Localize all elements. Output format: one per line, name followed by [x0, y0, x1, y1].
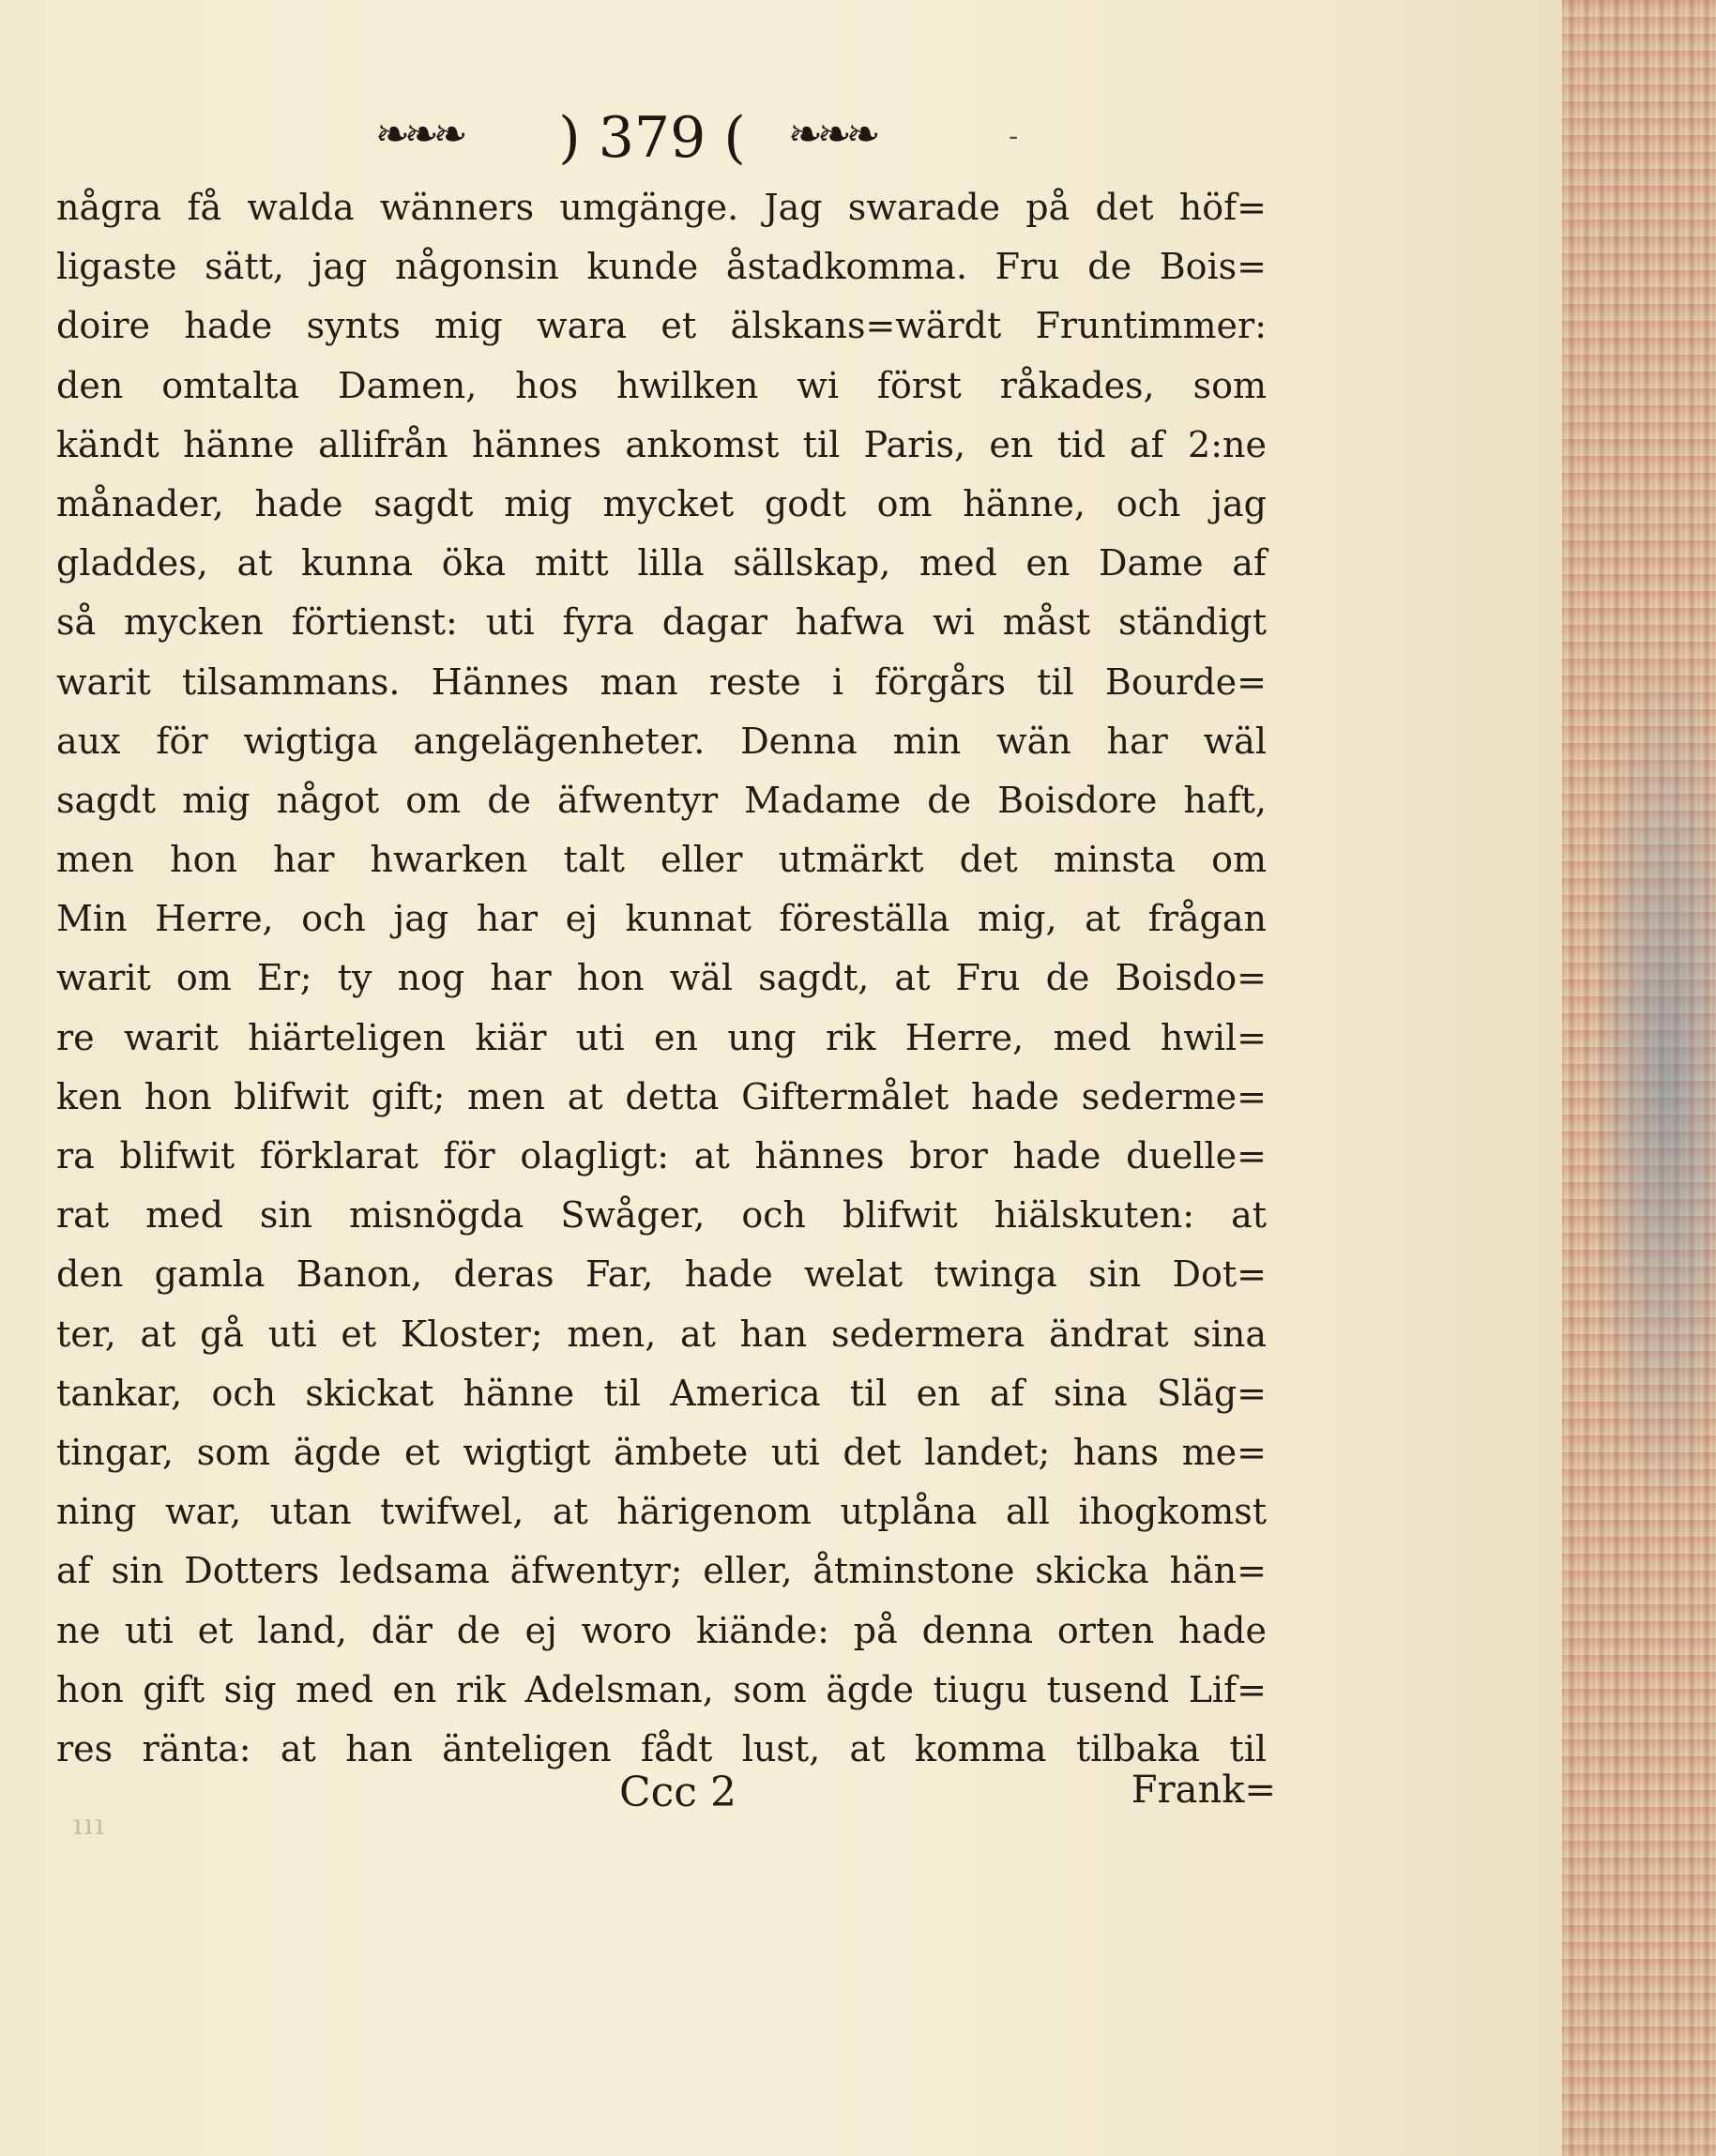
text-line: ra blifwit förklarat för olagligt: at hännes bror hade duelle= [56, 1135, 1267, 1177]
text-line: några få walda wänners umgänge. Jag swarade på det höf= [56, 187, 1267, 228]
text-line: Min Herre, och jag har ej kunnat föreställa mig, at frågan [56, 898, 1267, 940]
text-line: doire hade synts mig wara et älskans=wärdt Fruntimmer: [56, 305, 1267, 347]
text-line: den gamla Banon, deras Far, hade welat twinga sin Dot= [56, 1253, 1267, 1296]
text-line: af sin Dotters ledsama äfwentyr; eller, åtminstone skicka hän= [56, 1550, 1267, 1592]
signature-mark: Ccc 2 [619, 1769, 737, 1816]
text-line: res ränta: at han änteligen fådt lust, at komma tilbaka til [56, 1727, 1267, 1769]
ornament-left-icon: ❧❧❧ [375, 111, 463, 159]
text-line: ne uti et land, där de ej woro kiände: på denna orten hade [56, 1609, 1267, 1651]
page-header [375, 101, 919, 176]
text-line: tingar, som ägde et wigtigt ämbete uti det landet; hans me= [56, 1431, 1267, 1473]
bleed-through: ııı [73, 1809, 106, 1842]
page-number: ) 379 ( [558, 105, 746, 171]
ornament-right-icon: ❧❧❧ [788, 111, 875, 159]
text-line: sagdt mig något om de äfwentyr Madame de Boisdore haft, [56, 779, 1267, 821]
text-line: ning war, utan twifwel, at härigenom utplåna all ihogkomst [56, 1491, 1267, 1533]
text-line: re warit hiärteligen kiär uti en ung rik Herre, med hwil= [56, 1016, 1267, 1058]
text-line: ken hon blifwit gift; men at detta Giftermålet hade sederme= [56, 1075, 1267, 1117]
text-line: så mycken förtienst: uti fyra dagar hafwa wi måst ständigt [56, 601, 1267, 644]
text-line: ter, at gå uti et Kloster; men, at han sedermera ändrat sina [56, 1313, 1267, 1355]
text-line: ligaste sätt, jag någonsin kunde åstadkomma. Fru de Bois= [56, 246, 1267, 288]
text-line: gladdes, at kunna öka mitt lilla sällskap, med en Dame af [56, 542, 1267, 585]
text-line: warit om Er; ty nog har hon wäl sagdt, at Fru de Boisdo= [56, 957, 1267, 999]
text-line: den omtalta Damen, hos hwilken wi först råkades, som [56, 364, 1267, 406]
dot-mark-icon: - [1009, 120, 1019, 153]
text-line: rat med sin misnögda Swåger, och blifwit hiälskuten: at [56, 1194, 1267, 1237]
text-line: aux för wigtiga angelägenheter. Denna min wän har wäl [56, 720, 1267, 762]
edge-stain [1595, 657, 1716, 1501]
text-line: warit tilsammans. Hännes man reste i förgårs til Bourde= [56, 660, 1267, 703]
text-line: tankar, och skickat hänne til America til en af sina Släg= [56, 1372, 1267, 1414]
text-line: hon gift sig med en rik Adelsman, som ägde tiugu tusend Lif= [56, 1668, 1267, 1710]
catchword: Frank= [1131, 1769, 1276, 1812]
text-line: men hon har hwarken talt eller utmärkt det minsta om [56, 839, 1267, 881]
body-text [56, 178, 1267, 1779]
page-footer [56, 1769, 1276, 1834]
text-line: kändt hänne allifrån hännes ankomst til Paris, en tid af 2:ne [56, 423, 1267, 465]
text-line: månader, hade sagdt mig mycket godt om hänne, och jag [56, 482, 1267, 524]
